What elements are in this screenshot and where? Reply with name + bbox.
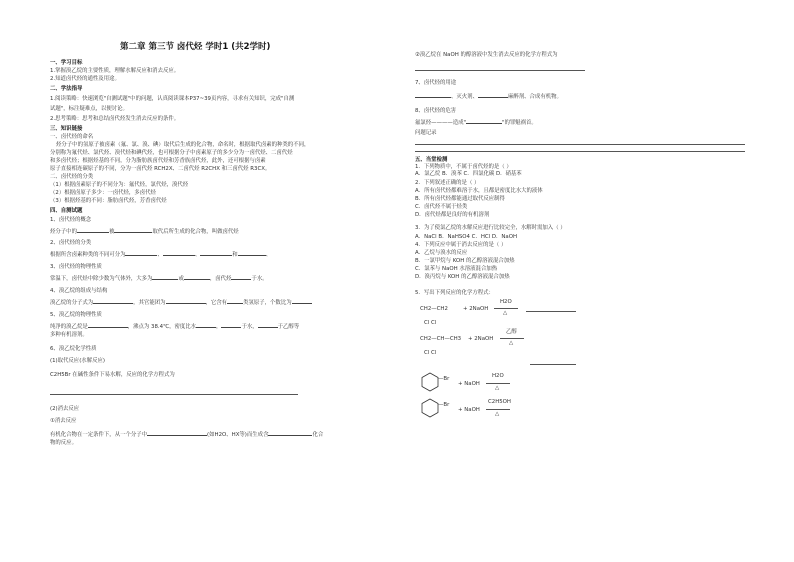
eq4-heat: △	[495, 411, 500, 417]
naming-para-3: 和多卤代烃；根据烃基的不同，分为脂肪族卤代烃和芳香族卤代烃，此外，还可根据与卤素	[50, 158, 266, 164]
q5-blank-2[interactable]	[196, 322, 216, 328]
q3-blank-1[interactable]	[152, 274, 178, 280]
r-notes-line-1[interactable]	[415, 144, 745, 145]
q2-sep-2: 、	[194, 252, 201, 258]
naming-para-2: 分别称为氟代烃、氯代烃、溴代烃和碘代烃，也可根据分子中卤素原子的多少分为一卤代烃、二卤代烃	[50, 150, 293, 156]
q2-text-a: 根据所含卤素种类的不同可分为	[50, 252, 126, 258]
eq2-substituents: Cl Cl	[424, 350, 437, 356]
q6-heading: 6、溴乙烷化学性质	[50, 346, 97, 352]
bromobenzene-structure-1	[420, 372, 440, 392]
q6-text-e: 有机化合物在一定条件下，从一个分子中	[50, 432, 148, 438]
q5-text-e: 于乙醇等	[277, 324, 300, 330]
q3-text-a: 常温下，卤代烃中除少数为气体外，大多为	[50, 276, 153, 282]
r-uses-blank-1[interactable]	[415, 92, 451, 98]
q5-line-2: 多种有机溶剂。	[50, 332, 88, 338]
q1-text-c: 取代后所生成的化合物，叫做卤代烃	[152, 229, 239, 235]
q6-text-f: (如H2O、HX等)而生成含	[207, 432, 269, 438]
eq2-arrow	[500, 338, 524, 339]
c4-option-b: B．一氯甲烷与 KOH 的乙醇溶液混合加热	[415, 258, 515, 264]
r-harm-text-b: "的罪魁祸首。	[502, 120, 537, 126]
c2-option-c: C．卤代烃不属于烃类	[415, 204, 468, 210]
classify-1: （1）根据卤素原子的不同分为：氟代烃，氯代烃，溴代烃	[50, 182, 189, 188]
eq3-heat: △	[495, 385, 500, 391]
q6-elimination-line	[50, 430, 323, 439]
classify-heading: 二、卤代烃的分类	[50, 174, 94, 180]
q2-blank-1[interactable]	[125, 250, 157, 256]
q4-text-c: ，它含有	[205, 300, 228, 306]
section-method: 二、学法指导	[50, 86, 83, 92]
c5-question: 5．写出下列反应的化学方程式：	[415, 290, 494, 296]
c1-question: 1．下列物质中，不属于卤代烃的是（ ）	[415, 164, 512, 170]
c1-options: A．氯乙烷 B．溴苯 C．四氯化碳 D．硝基苯	[415, 171, 522, 177]
q1-text-b: 被	[108, 229, 115, 235]
q1-heading: 1、卤代烃的概念	[50, 217, 92, 223]
r-harm-heading: 8、卤代烃的危害	[415, 108, 457, 114]
q2-text-c: 和	[232, 252, 238, 258]
q1-blank-1[interactable]	[77, 227, 109, 233]
q5-text-b: ，沸点为 38.4℃，密度比水	[127, 324, 197, 330]
method-1: 1.阅读策略：快速浏览"自测试题"中的问题，认真阅读课本P37~39页内容，寻求有关知识，完成"自测	[50, 96, 295, 102]
r-uses-heading: 7、卤代烃的用途	[415, 80, 457, 86]
q6-substitution-desc: C2H5Br 在碱性条件下易水解，反应的化学方程式为	[50, 372, 175, 378]
q6-substitution: (1)取代反应(水解反应)	[50, 358, 105, 364]
q6-elimination: (2)消去反应	[50, 406, 80, 412]
r-uses-text-a: 、灭火剂、	[451, 94, 478, 100]
eq1-substituents: Cl Cl	[424, 320, 437, 326]
c3-question: 3．为了使氯乙烷的水解反应进行比较完全，水解时需加入（ ）	[415, 225, 566, 231]
q4-blank-4[interactable]	[292, 298, 312, 304]
naming-para-1: 烃分子中的氢原子被卤素（氟、氯、溴、碘）取代后生成的化合物，命名时，根据取代卤素的种类的不同，	[56, 142, 310, 148]
bromobenzene-structure-2	[420, 398, 440, 418]
q3-text-d: 于水。	[251, 276, 268, 282]
q4-blank-1[interactable]	[93, 298, 133, 304]
eq3-arrow	[486, 383, 510, 384]
q5-text-d: 于水，	[241, 324, 258, 330]
naming-para-4: 原子直接相连碳原子的不同，分为一卤代烃 RCH2X、二卤代烃 R2CHX 和三卤代烃 R3CX。	[50, 166, 271, 172]
eq1-reagent: + 2NaOH	[463, 306, 489, 312]
q5-text-c: ，	[216, 324, 222, 330]
q4-text-d: 类氢原子，个数比为	[243, 300, 292, 306]
r-notes-heading: 问题记录	[415, 130, 437, 136]
eq1-arrow	[494, 308, 518, 309]
q4-blank-2[interactable]	[166, 298, 206, 304]
q6-text-g: 化合	[312, 432, 324, 438]
eq2-condition: 乙醇	[506, 329, 517, 335]
eq1-condition: H2O	[500, 299, 512, 305]
q2-sep-3: 、	[265, 252, 272, 258]
q2-blank-4[interactable]	[238, 250, 266, 256]
q3-text-c: ，卤代烃	[209, 276, 232, 282]
r-harm-text-a: 氟氯烃————造成"	[415, 120, 466, 126]
r-uses-line	[415, 92, 562, 101]
classify-2: （2）根据卤原子多少：一卤代烃，多卤代烃	[50, 190, 156, 196]
goal-1: 1.掌握溴乙烷的主要性质，理解水解反应和消去反应。	[50, 68, 180, 74]
q4-blank-3[interactable]	[227, 298, 243, 304]
q1-blank-2[interactable]	[114, 227, 152, 233]
eq3-substituent: —Br	[438, 376, 450, 382]
c2-option-a: A．所有卤代烃都难溶于水，且都是密度比水大的液体	[415, 188, 543, 194]
q3-blank-2[interactable]	[184, 274, 210, 280]
c2-option-d: D．卤代烃都是良好的有机溶剂	[415, 212, 490, 218]
q5-line	[50, 322, 299, 331]
eq3-condition: H2O	[492, 373, 504, 379]
q6-blank-2[interactable]	[268, 430, 312, 436]
eq2-reagent: + 2NaOH	[468, 336, 494, 342]
q4-text-a: 溴乙烷的分子式为	[50, 300, 94, 306]
q4-heading: 4、溴乙烷的组成与结构	[50, 288, 108, 294]
q5-blank-1[interactable]	[88, 322, 128, 328]
c4-option-a: A．乙烷与溴水的反应	[415, 250, 468, 256]
q2-blank-2[interactable]	[163, 250, 195, 256]
eq4-condition: C2H5OH	[488, 399, 511, 405]
q2-blank-3[interactable]	[200, 250, 232, 256]
eq1-reactant: CH2—CH2	[420, 306, 448, 312]
section-knowledge: 三、知识链接	[50, 126, 83, 132]
q6-elimination-def: ①消去反应	[50, 418, 77, 424]
r-uses-blank-2[interactable]	[478, 92, 508, 98]
q3-heading: 3、卤代烃的物理性质	[50, 264, 102, 270]
q1-text-a: 烃分子中的	[50, 229, 77, 235]
q6-elimination-line-2: 物的反应。	[50, 440, 77, 446]
q6-answer-line-1[interactable]	[50, 394, 298, 395]
eq2-reactant: CH2—CH—CH3	[420, 336, 462, 342]
r-notes-line-2[interactable]	[415, 151, 745, 152]
eq2-heat: △	[509, 340, 514, 346]
q2-line	[50, 250, 271, 259]
r-harm-blank[interactable]	[466, 118, 502, 124]
eq4-reagent: + NaOH	[458, 407, 480, 413]
c2-option-b: B．所有卤代烃都能通过取代反应制得	[415, 196, 505, 202]
eq3-reagent: + NaOH	[458, 381, 480, 387]
q1-line	[50, 227, 239, 236]
q5-text-a: 纯净的溴乙烷是	[50, 324, 88, 330]
c2-question: 2．下列叙述正确的是（ ）	[415, 180, 480, 186]
section-self-test: 四、自测试题	[50, 208, 83, 214]
q4-text-b: ，其官能团为	[133, 300, 166, 306]
q5-heading: 5、溴乙烷的物理性质	[50, 312, 102, 318]
page-title: 第二章 第三节 卤代烃 学时1 (共2学时)	[120, 42, 271, 52]
q6-blank-1[interactable]	[147, 430, 207, 436]
q5-blank-3[interactable]	[221, 322, 241, 328]
c4-option-c: C．氯苯与 NaOH 水溶液混合加热	[415, 266, 498, 272]
goal-2: 2.知道卤代烃的通性及用途。	[50, 76, 120, 82]
q5-blank-4[interactable]	[258, 322, 278, 328]
r-harm-line	[415, 118, 537, 127]
eq1-answer-line[interactable]	[526, 311, 576, 312]
method-2: 2.思考策略：思考和总结卤代烃发生消去反应的条件。	[50, 116, 180, 122]
r-answer-line-1[interactable]	[415, 70, 585, 71]
section-learning-goals: 一、学习目标	[50, 60, 83, 66]
c3-options: A．NaCl B．NaHSO4 C．HCl D．NaOH	[415, 234, 518, 240]
q2-heading: 2、卤代烃的分类	[50, 240, 92, 246]
naming-heading: 一、卤代烃的命名	[50, 134, 94, 140]
q3-line	[50, 274, 268, 283]
q2-sep-1: 、	[157, 252, 163, 258]
section-check: 五、当堂检测	[415, 157, 448, 163]
c4-question: 4．下列反应中属于消去反应的是（ ）	[415, 242, 507, 248]
method-1-cont: 试题"，标注疑难点，以便讨论。	[50, 106, 128, 112]
r-elimination-eq: ②溴乙烷在 NaOH 的醇溶液中发生消去反应的化学方程式为	[415, 52, 558, 58]
q3-blank-3[interactable]	[231, 274, 251, 280]
c4-option-d: D．溴丙烷与 KOH 的乙醇溶液混合加热	[415, 274, 510, 280]
q3-text-b: 或	[178, 276, 184, 282]
q4-line	[50, 298, 312, 307]
eq4-substituent: —Br	[438, 402, 450, 408]
eq4-arrow	[486, 409, 510, 410]
eq2-answer-line[interactable]	[530, 364, 576, 365]
classify-3: （3）根据烃基的不同：脂肪卤代烃，芳香卤代烃	[50, 198, 167, 204]
r-uses-text-b: 麻醉剂、合成有机物。	[507, 94, 562, 100]
eq1-heat: △	[503, 310, 508, 316]
